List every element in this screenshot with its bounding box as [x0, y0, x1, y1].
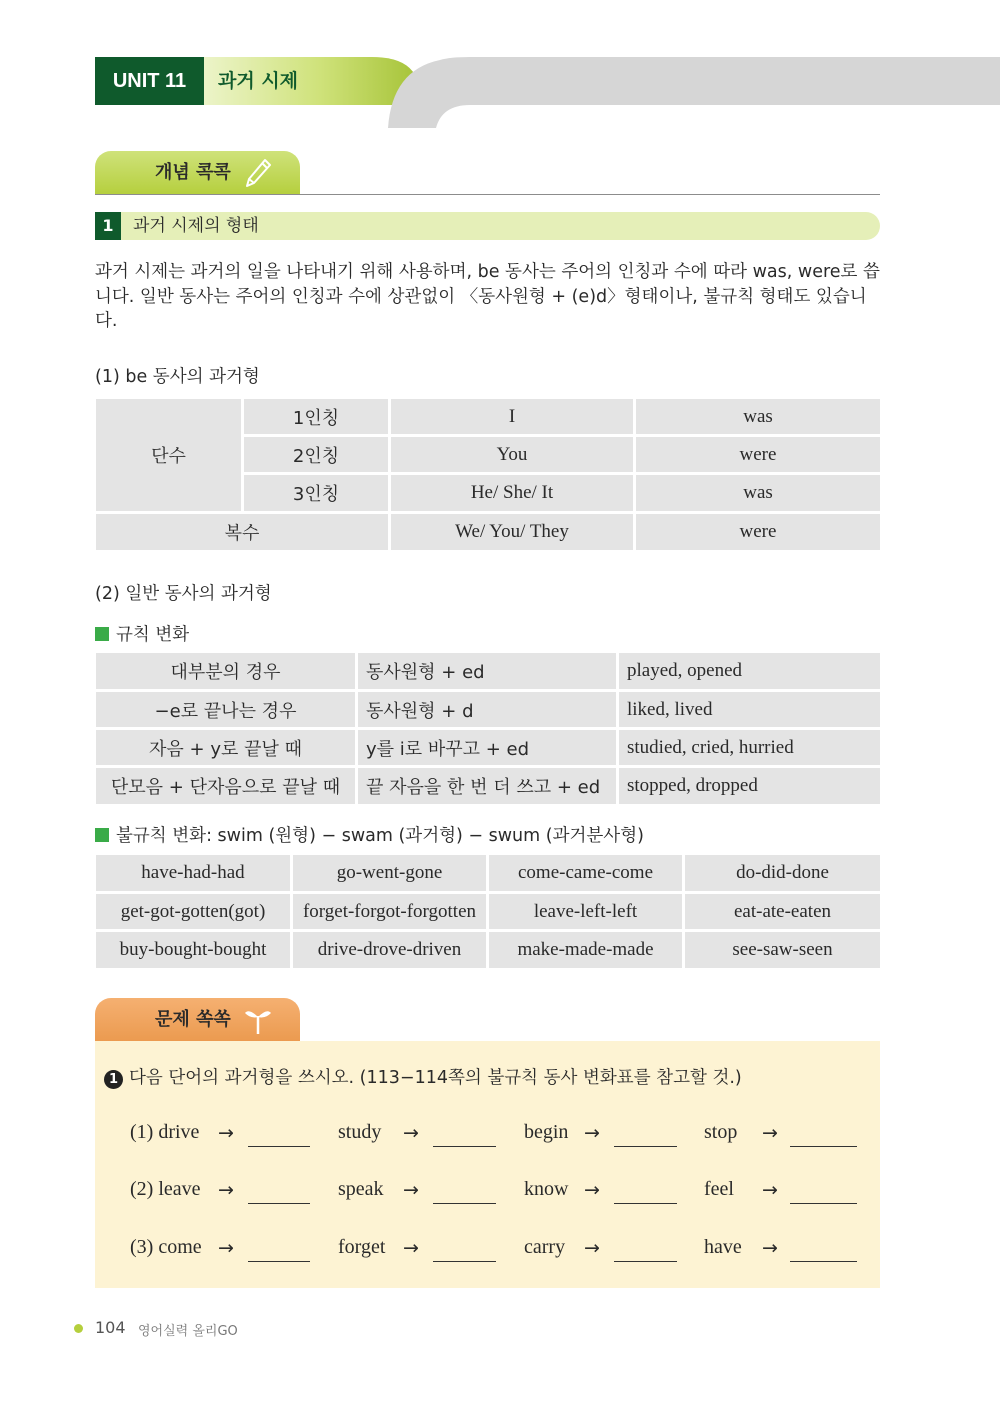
- example-cell: played, opened: [619, 653, 880, 689]
- exercise-word: forget: [338, 1236, 386, 1258]
- irregular-cell: get-got-gotten(got): [96, 894, 290, 929]
- subject-cell: He/ She/ It: [391, 475, 633, 511]
- arrow-icon: →: [584, 1122, 600, 1144]
- case-cell: 단모음 + 단자음으로 끝날 때: [96, 768, 355, 804]
- section-heading: [95, 212, 880, 240]
- person-cell: 2인칭: [244, 437, 388, 472]
- exercise-question: [104, 1064, 742, 1089]
- concept-tab-label: 개념 콕콕: [155, 162, 231, 183]
- verb-cell: were: [636, 437, 880, 472]
- answer-blank[interactable]: [790, 1203, 857, 1204]
- concept-tab: [95, 151, 300, 195]
- rule-cell: 동사원형 + ed: [358, 653, 616, 689]
- arrow-icon: →: [584, 1179, 600, 1201]
- irregular-cell: leave-left-left: [489, 894, 682, 929]
- arrow-icon: →: [762, 1237, 778, 1259]
- irregular-cell: drive-drove-driven: [293, 932, 486, 968]
- singular-label: 단수: [96, 399, 241, 511]
- rule-cell: 끝 자음을 한 번 더 쓰고 + ed: [358, 768, 616, 804]
- regular-heading: [95, 621, 189, 646]
- page-number: 104: [95, 1318, 126, 1337]
- exercise-word: have: [704, 1236, 742, 1258]
- arrow-icon: →: [762, 1122, 778, 1144]
- case-cell: 대부분의 경우: [96, 653, 355, 689]
- arrow-icon: →: [403, 1237, 419, 1259]
- footer-dot: [74, 1324, 83, 1333]
- irregular-cell: have-had-had: [96, 855, 290, 891]
- section-title: 과거 시제의 형태: [133, 216, 259, 236]
- general-caption: (2) 일반 동사의 과거형: [95, 584, 272, 604]
- answer-blank[interactable]: [614, 1203, 677, 1204]
- case-cell: −e로 끝나는 경우: [96, 692, 355, 727]
- arrow-icon: →: [403, 1122, 419, 1144]
- irregular-cell: go-went-gone: [293, 855, 486, 891]
- exercise-word: begin: [524, 1121, 569, 1143]
- irregular-cell: forget-forgot-forgotten: [293, 894, 486, 929]
- arrow-icon: →: [584, 1237, 600, 1259]
- person-cell: 3인칭: [244, 475, 388, 511]
- answer-blank[interactable]: [433, 1261, 496, 1262]
- arrow-icon: →: [762, 1179, 778, 1201]
- irregular-cell: buy-bought-bought: [96, 932, 290, 968]
- irregular-cell: come-came-come: [489, 855, 682, 891]
- exercise-tab-label: 문제 쏙쏙: [155, 1009, 231, 1030]
- person-cell: 1인칭: [244, 399, 388, 434]
- answer-blank[interactable]: [433, 1203, 496, 1204]
- square-bullet-icon: [95, 828, 109, 842]
- book-title: 영어실력 올리GO: [138, 1324, 238, 1339]
- subject-cell: I: [391, 399, 633, 434]
- square-bullet-icon: [95, 627, 109, 641]
- question-text: 다음 단어의 과거형을 쓰시오. (113−114쪽의 불규칙 동사 변화표를 참고할 것.): [129, 1068, 742, 1088]
- subject-cell: We/ You/ They: [391, 514, 633, 550]
- sprout-icon: [243, 1004, 273, 1036]
- answer-blank[interactable]: [614, 1146, 677, 1147]
- exercise-word: carry: [524, 1236, 566, 1258]
- example-cell: liked, lived: [619, 692, 880, 727]
- pencil-icon: [243, 157, 273, 189]
- arrow-icon: →: [218, 1237, 234, 1259]
- subject-cell: You: [391, 437, 633, 472]
- plural-label: 복수: [96, 514, 388, 550]
- arrow-icon: →: [218, 1179, 234, 1201]
- exercise-word: study: [338, 1121, 382, 1143]
- irregular-cell: eat-ate-eaten: [685, 894, 880, 929]
- unit-label: UNIT 11: [95, 57, 204, 105]
- be-table-caption: (1) be 동사의 과거형: [95, 367, 260, 387]
- irregular-cell: see-saw-seen: [685, 932, 880, 968]
- answer-blank[interactable]: [248, 1261, 310, 1262]
- exercise-word: feel: [704, 1178, 734, 1200]
- unit-title: 과거 시제: [218, 70, 299, 92]
- irregular-cell: make-made-made: [489, 932, 682, 968]
- answer-blank[interactable]: [248, 1203, 310, 1204]
- answer-blank[interactable]: [614, 1261, 677, 1262]
- rule-cell: y를 i로 바꾸고 + ed: [358, 730, 616, 765]
- exercise-word: (2) leave: [130, 1178, 201, 1200]
- answer-blank[interactable]: [248, 1146, 310, 1147]
- exercise-word: know: [524, 1178, 569, 1200]
- example-cell: studied, cried, hurried: [619, 730, 880, 765]
- irregular-heading: [95, 822, 644, 847]
- intro-paragraph: 과거 시제는 과거의 일을 나타내기 위해 사용하며, be 동사는 주어의 인칭과 수에 따라 was, were로 씁니다. 일반 동사는 주어의 인칭과 수에 상관없이 〈동사원형 + (e)d〉형태이나, 불규칙 형태도 있습니다.: [95, 262, 880, 331]
- regular-label: 규칙 변화: [116, 625, 190, 645]
- answer-blank[interactable]: [790, 1261, 857, 1262]
- divider: [95, 194, 880, 195]
- rule-cell: 동사원형 + d: [358, 692, 616, 727]
- case-cell: 자음 + y로 끝날 때: [96, 730, 355, 765]
- irregular-cell: do-did-done: [685, 855, 880, 891]
- answer-blank[interactable]: [433, 1146, 496, 1147]
- arrow-icon: →: [403, 1179, 419, 1201]
- exercise-word: (1) drive: [130, 1121, 200, 1143]
- verb-cell: was: [636, 399, 880, 434]
- answer-blank[interactable]: [790, 1146, 857, 1147]
- exercise-tab: [95, 998, 300, 1042]
- section-number: 1: [95, 212, 121, 240]
- exercise-word: speak: [338, 1178, 384, 1200]
- arrow-icon: →: [218, 1122, 234, 1144]
- verb-cell: were: [636, 514, 880, 550]
- irregular-label: 불규칙 변화: swim (원형) − swam (과거형) − swum (과거분사형): [116, 826, 644, 846]
- verb-cell: was: [636, 475, 880, 511]
- example-cell: stopped, dropped: [619, 768, 880, 804]
- exercise-word: stop: [704, 1121, 738, 1143]
- exercise-word: (3) come: [130, 1236, 202, 1258]
- question-number: 1: [104, 1070, 123, 1089]
